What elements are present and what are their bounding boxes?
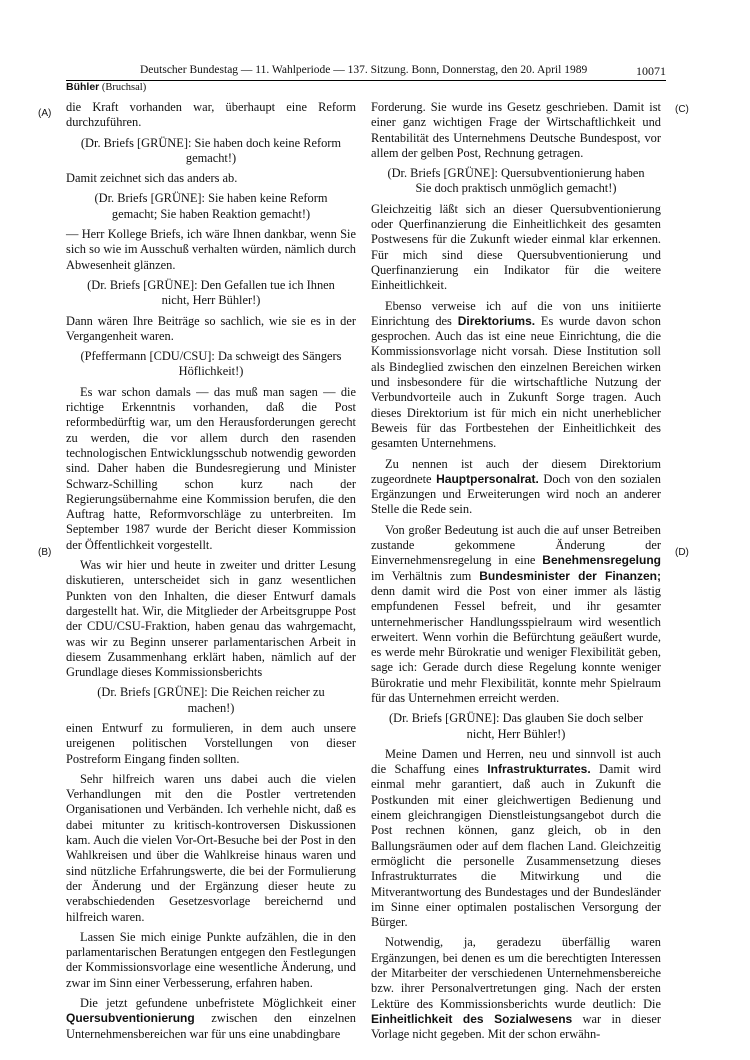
text-run: Ebenso verweise ich auf die von uns initiierte Einrichtung des [371, 298, 661, 328]
running-header [66, 64, 666, 81]
text-run: im Verhältnis zum [371, 568, 480, 583]
paragraph: einen Entwurf zu formulieren, in dem auch unsere ureigenen politischen Vorstellungen von dieser Postreform Eingang finden sollten. [66, 720, 356, 766]
text-run: Die jetzt gefundene unbefristete Möglichkeit einer [80, 996, 356, 1011]
left-column [66, 100, 356, 1047]
speaker-place: (Bruchsal) [101, 82, 147, 93]
interjection: (Dr. Briefs [GRÜNE]: Sie haben doch keine Reform gemacht!) [80, 135, 342, 165]
interjection: (Dr. Briefs [GRÜNE]: Sie haben keine Reform gemacht; Sie haben Reaktion gemacht!) [94, 191, 328, 221]
margin-mark-d: (D) [675, 547, 689, 558]
margin-mark-b: (B) [38, 547, 52, 558]
text-run: Von großer Bedeutung ist auch die auf unser Betreiben zustande gekommene Änderung der Einvernehmensregelung in eine [371, 522, 661, 568]
text-run: zwischen den einzelnen Unternehmensbereichen war für uns eine unabdingbare [66, 1011, 356, 1041]
paragraph [371, 523, 661, 707]
running-title: Deutscher Bundestag — 11. Wahlperiode — 137. Sitzung. Bonn, Donnerstag, den 20. April 1989 [140, 64, 588, 76]
paragraph: Damit zeichnet sich das anders ab. [66, 171, 238, 186]
bold-term: Direktoriums. [457, 313, 536, 328]
right-column [371, 100, 661, 1048]
bold-term: Quersubventionierung [66, 1011, 195, 1026]
text-run: Es wurde davon schon gesprochen. Auch das ist eine neue Einrichtung, die die Kommissionsvorlage nicht vorsah. Diese Institution soll als Bindeglied zwischen den einzelnen Bereichen wirken und insbesondere für die wirtschaftliche Nutzung der Verbundvorteile auch in Zukunft Sorge tragen. Auch dieses Direktorium ist für mich ein nicht unerheblicher Beweis für das Fortbestehen der Einheitlichkeit des gesamten Unternehmens. [371, 313, 662, 451]
text-run: denn damit wird die Post von einer immer als lästig empfundenen Fessel befreit, und ihr gesamter unternehmerischer Handlungsspielraum wird wesentlich erweitert. Wenn vorhin die Befürchtung geäußert wurde, es werde mehr Bürokratie und weniger Flexibilität geben, sage ich: Gerade durch diese Regelung konnte weniger Bürokratie und mehr Flexibilität, konnte mehr Spielraum für das Unternehmen erreicht werden. [371, 583, 661, 705]
bold-term: Benehmensregelung [542, 553, 661, 568]
paragraph [371, 747, 661, 931]
bold-term: Infrastrukturrates. [487, 762, 591, 777]
paragraph: — Herr Kollege Briefs, ich wäre Ihnen dankbar, wenn Sie sich so wie im Ausschuß verhalten würden, nämlich durch Abwesenheit glänzen. [66, 227, 356, 272]
margin-mark-a: (A) [38, 108, 52, 119]
text-run: Zu nennen ist auch der diesem Direktorium zugeordnete [371, 456, 661, 486]
paragraph: Forderung. Sie wurde ins Gesetz geschrieben. Damit ist einer ganz wichtigen Frage der Wirtschaftlichkeit und Rentabilität des Unternehmens Deutsche Bundespost, vor allem der gelben Post, Rechnung getragen. [371, 100, 661, 160]
page-number: 10071 [636, 64, 666, 78]
bold-term: Bundesminister der Finanzen; [479, 568, 661, 583]
interjection: (Dr. Briefs [GRÜNE]: Das glauben Sie doch selber nicht, Herr Bühler!) [389, 711, 643, 741]
paragraph [371, 457, 661, 518]
interjection: (Dr. Briefs [GRÜNE]: Den Gefallen tue ich Ihnen nicht, Herr Bühler!) [87, 277, 335, 308]
interjection: (Dr. Briefs [GRÜNE]: Die Reichen reicher zu machen!) [97, 685, 325, 715]
paragraph: Es war schon damals — das muß man sagen — die richtige Erkenntnis vorhanden, daß die Post reformbedürftig war, um den Herausforderungen gerecht zu werden, die vor allem durch den rasenden technologischen Entwicklungsschub notwendig geworden sind. Daher haben die Bundesregierung und Minister Schwarz-Schilling schon kurz nach der Regierungsübernahme eine Kommission berufen, die den Auftrag hatte, Reformvorschläge zu unterbreiten. Im September 1987 wurde der Bericht dieser Kommission der Öffentlichkeit vorgestellt. [66, 384, 356, 552]
paragraph: Lassen Sie mich einige Punkte aufzählen, die in den parlamentarischen Beratungen entgegen den Festlegungen der Kommissionsvorlage eine wesentliche Änderung, und zwar im Sinn einer Verbesserung, erfahren haben. [66, 929, 356, 990]
paragraph: Dann wären Ihre Beiträge so sachlich, wie sie es in der Vergangenheit waren. [66, 313, 356, 343]
interjection: (Dr. Briefs [GRÜNE]: Quersubventionierung haben Sie doch praktisch unmöglich gemacht!) [387, 166, 645, 196]
speaker-heading [66, 81, 146, 93]
paragraph: Was wir hier und heute in zweiter und dritter Lesung diskutieren, unterscheidet sich in ganz wesentlichen Punkten von den Inhalten, die dieser Entwurf damals dargestellt hat. Wir, die Mitglieder der Arbeitsgruppe Post der CDU/CSU-Fraktion, haben genau das wahrgemacht, was wir zu Beginn unserer parlamentarischen Arbeit in diesem Zusammenhang erklärt haben, nämlich auf der Grundlage dieses Kommissionsberichts [66, 558, 356, 680]
text-run: Notwendig, ja, geradezu überfällig waren Ergänzungen, bei denen es um die berechtigten Interessen der Mitarbeiter der verschiedenen Unternehmensbereiche bzw. ihrer Personalvertretungen ging. Nach der ersten Lektüre des Kommissionsberichts wurde deutlich: Die [371, 935, 661, 1011]
interjection: (Pfeffermann [CDU/CSU]: Da schweigt des Sängers Höflichkeit!) [80, 349, 342, 379]
paragraph: Sehr hilfreich waren uns dabei auch die vielen Verhandlungen mit den die Postler vertretenden Organisationen und Verbänden. Ich verhehle nicht, daß es dabei mitunter zu kritisch-kontroversen Diskussionen kam. Auch die vielen Vor-Ort-Besuche bei der Post in den Wahlkreisen und über die Wahlkreise hinaus waren und sind nützliche Erfahrungswerte, die bei der Formulierung der Änderung und der Ergänzung dieser heute zu verabschiedenden Gesetzesvorlage bereichernd und hilfreich waren. [66, 771, 356, 924]
bold-term: Einheitlichkeit des Sozialwesens [371, 1011, 573, 1026]
paragraph [371, 935, 661, 1042]
text-run: war in dieser Vorlage nicht gegeben. Mit der schon erwähn- [371, 1011, 661, 1042]
text-run: Damit wird einmal mehr garantiert, daß auch in Zukunft die Postkunden mit einer gleichwertigen Bedienung und einem gleichrangigen Dienstleistungsangebot durch die Post rechnen können, ganz gleich, ob in den Ballungsräumen oder auf dem flachen Land. Gleichzeitig ermöglicht die personelle Zusammensetzung dieses Infrastrukturrates die Mitwirkung und die Mitverantwortung des Bundestages und der Bundesländer im Sinne einer optimalen postalischen Versorgung der Bürger. [371, 762, 661, 930]
paragraph: Gleichzeitig läßt sich an dieser Quersubventionierung oder Querfinanzierung die Einheitlichkeit des gesamten Postwesens für die Zukunft wieder einmal klar erkennen. Für mich sind diese Quersubventionierung und Querfinanzierung ein Indikator für die weitere Einheitlichkeit. [371, 201, 661, 293]
text-run: Doch von den sozialen Ergänzungen und Erweiterungen wird noch an anderer Stelle die Rede sein. [371, 471, 661, 517]
paragraph [66, 996, 356, 1042]
paragraph: die Kraft vorhanden war, überhaupt eine Reform durchzuführen. [66, 100, 356, 130]
bold-term: Hauptpersonalrat. [436, 471, 539, 486]
paragraph [371, 299, 661, 452]
text-run: Meine Damen und Herren, neu und sinnvoll ist auch die Schaffung eines [371, 746, 661, 777]
speaker-name: Bühler [66, 81, 100, 93]
margin-mark-c: (C) [675, 104, 689, 115]
